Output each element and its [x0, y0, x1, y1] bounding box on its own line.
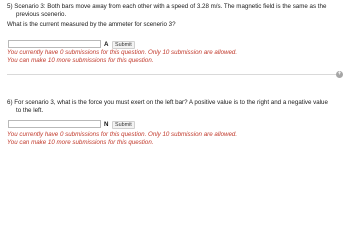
q6-submit-button[interactable]: Submit	[112, 121, 135, 130]
plus-icon[interactable]: +	[337, 70, 342, 77]
q5-submission-notice: You currently have 0 submissions for this question. Only 10 submission are allowed.	[7, 49, 238, 56]
q5-text-line2: previous scenerio.	[16, 10, 67, 18]
q5-text-line1: 5) Scenario 3: Both bars move away from each other with a speed of 3.28 m/s. The magnetic field is the same as the	[7, 3, 327, 10]
q5-prompt: What is the current measured by the ammeter for scenerio 3?	[7, 21, 176, 28]
q6-unit-label: N	[104, 120, 109, 128]
q5-unit-label: A	[104, 40, 109, 48]
q6-submission-notice: You currently have 0 submissions for this question. Only 10 submission are allowed.	[7, 131, 238, 138]
q5-remaining-notice: You can make 10 more submissions for this question.	[7, 56, 154, 64]
section-divider	[7, 74, 343, 75]
q5-submit-button[interactable]: Submit	[112, 41, 135, 50]
q6-text-line1: 6) For scenario 3, what is the force you must exert on the left bar? A positive value is to the right and a negative value	[7, 99, 328, 106]
q5-answer-input[interactable]	[8, 40, 101, 48]
q6-text-line2: to the left.	[16, 106, 44, 114]
q6-remaining-notice: You can make 10 more submissions for this question.	[7, 138, 154, 146]
q6-answer-input[interactable]	[8, 120, 101, 128]
